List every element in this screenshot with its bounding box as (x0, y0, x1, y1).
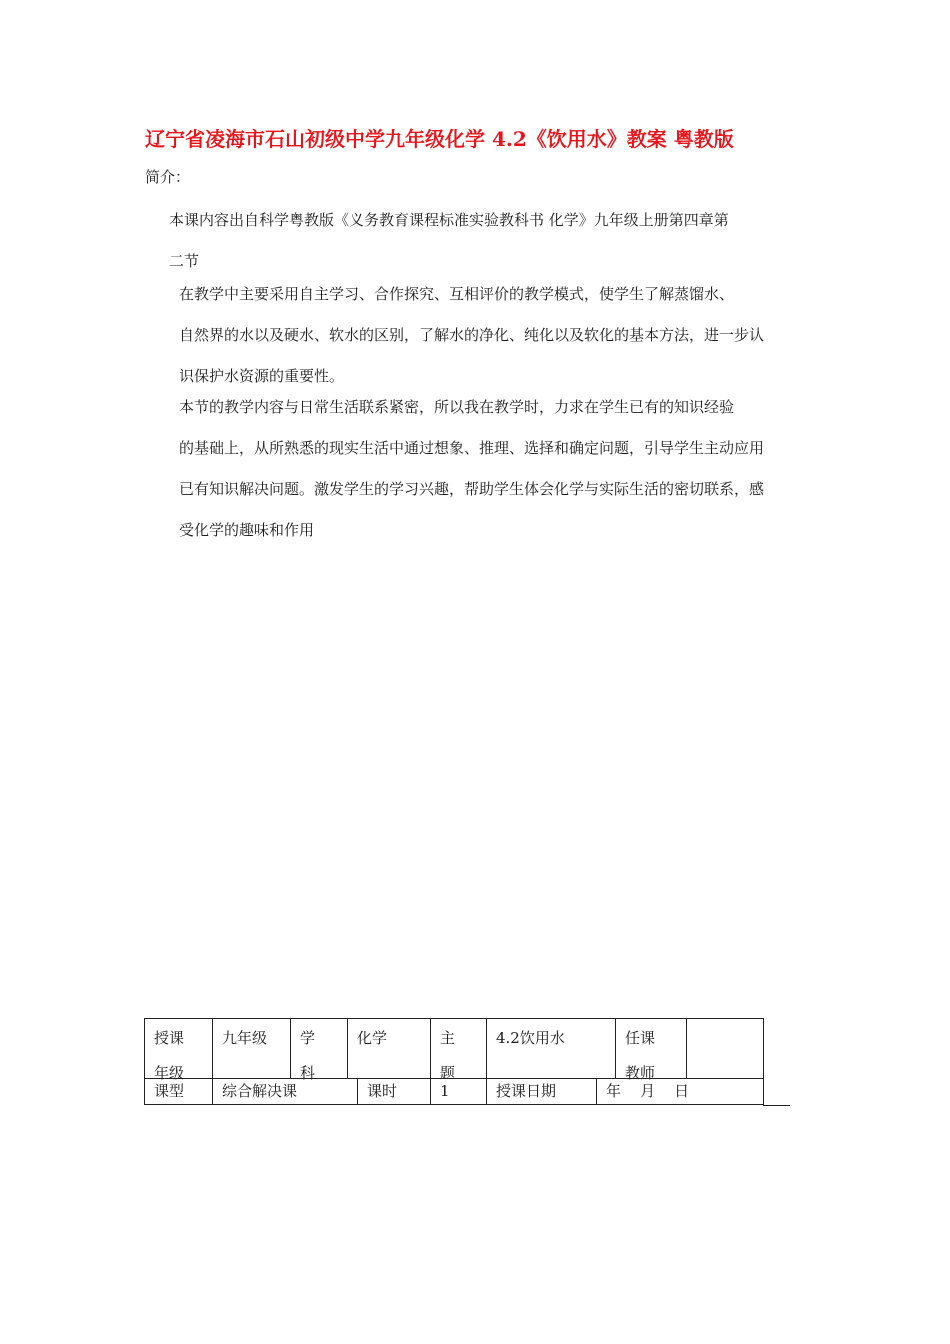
intro-paragraph-1 (145, 200, 805, 282)
cell-text: 综合解决课 (222, 1082, 298, 1100)
paragraph-line: 受化学的趣味和作用 (179, 521, 315, 539)
cell-text: 主 (440, 1029, 456, 1047)
paragraph-line: 二节 (169, 252, 200, 270)
intro-label: 简介： (145, 168, 191, 186)
cell-text: 课型 (154, 1082, 185, 1100)
lesson-info-table (144, 1018, 764, 1106)
paragraph-line: 识保护水资源的重要性。 (179, 367, 345, 385)
table-row (144, 1078, 764, 1105)
type-value-cell (213, 1078, 358, 1104)
table-rule-extension (763, 1105, 790, 1106)
cell-text: 化学 (357, 1029, 388, 1047)
hours-label-cell (358, 1078, 431, 1104)
grade-label-cell (145, 1019, 213, 1082)
topic-label-cell (431, 1019, 487, 1082)
subject-value-cell (348, 1019, 431, 1078)
cell-text: 九年级 (222, 1029, 268, 1047)
cell-text: 课时 (367, 1082, 398, 1100)
type-label-cell (145, 1078, 213, 1104)
teacher-value-cell (687, 1019, 763, 1078)
document-title: 辽宁省凌海市石山初级中学九年级化学 4.2《饮用水》教案 粤教版 (145, 127, 734, 151)
cell-text: 1 (440, 1082, 450, 1100)
paragraph-line: 的基础上，从所熟悉的现实生活中通过想象、推理、选择和确定问题，引导学生主动应用 (179, 439, 765, 457)
cell-text: 题 (440, 1064, 456, 1082)
grade-value-cell (213, 1019, 291, 1078)
cell-text: 授课 (154, 1029, 185, 1047)
cell-text: 学 (300, 1029, 316, 1047)
cell-text: 任课 (625, 1029, 656, 1047)
paragraph-line: 本课内容出自科学粤教版《义务教育课程标准实验教科书 化学》九年级上册第四章第 (169, 211, 729, 229)
intro-paragraph-2 (145, 274, 805, 397)
intro-paragraph-3 (145, 387, 805, 551)
subject-label-cell (291, 1019, 348, 1082)
topic-value-cell (487, 1019, 616, 1078)
cell-text: 教师 (625, 1064, 656, 1082)
table-row (144, 1018, 764, 1082)
date-label-cell (487, 1078, 597, 1104)
hours-value-cell (431, 1078, 487, 1104)
cell-text: 4.2饮用水 (496, 1029, 565, 1047)
date-value-cell (597, 1078, 763, 1104)
cell-text: 科 (300, 1064, 316, 1082)
cell-text: 年 月 日 (606, 1082, 690, 1100)
paragraph-line: 在教学中主要采用自主学习、合作探究、互相评价的教学模式，使学生了解蒸馏水、 (179, 285, 735, 303)
paragraph-line: 本节的教学内容与日常生活联系紧密，所以我在教学时，力求在学生已有的知识经验 (179, 398, 735, 416)
paragraph-line: 自然界的水以及硬水、软水的区别，了解水的净化、纯化以及软化的基本方法，进一步认 (179, 326, 765, 344)
cell-text: 授课日期 (496, 1082, 557, 1100)
cell-text: 年级 (154, 1064, 185, 1082)
paragraph-line: 已有知识解决问题。激发学生的学习兴趣，帮助学生体会化学与实际生活的密切联系，感 (179, 480, 765, 498)
teacher-label-cell (616, 1019, 687, 1082)
